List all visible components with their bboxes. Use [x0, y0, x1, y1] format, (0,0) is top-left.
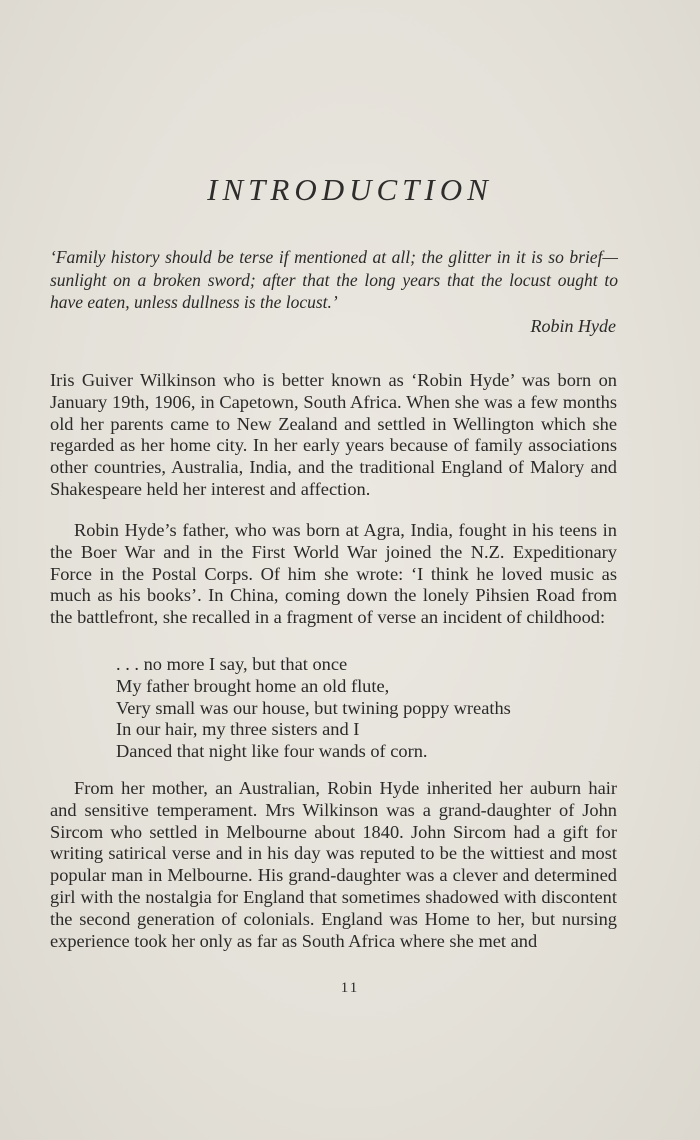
body-paragraph-3: From her mother, an Australian, Robin Hyde inherited her auburn hair and sensitive temperament. Mrs Wilkinson was a grand-daughter of John Sircom who settled in Melbourne about 1840. John Sircom had a gift for writing satirical verse and in his day was reputed to be the wittiest and most popular man in Melbourne. His grand-daughter was a clever and determined girl with the nostalgia for England that sometimes shadowed with discontent the second generation of colonials. England was Home to her, but nursing experience took her only as far as South Africa where she met and	[50, 778, 617, 951]
verse-line: In our hair, my three sisters and I	[116, 719, 360, 740]
verse-line: My father brought home an old flute,	[116, 675, 390, 696]
chapter-title: INTRODUCTION	[207, 172, 493, 207]
page-number: 11	[340, 980, 360, 996]
verse-line: Very small was our house, but twining poppy wreaths	[116, 697, 511, 718]
body-paragraph-1: Iris Guiver Wilkinson who is better known as ‘Robin Hyde’ was born on January 19th, 1906, in Capetown, South Africa. When she was a few months old her parents came to New Zealand and settled in Wellington which she regarded as her home city. In her early years because of family associations other countries, Australia, India, and the traditional England of Malory and Shakespeare held her interest and affection.	[50, 370, 617, 499]
verse-line: . . . no more I say, but that once	[116, 654, 348, 674]
epigraph-quote: ‘Family history should be terse if mentioned at all; the glitter in it is so brief—sunlight on a broken sword; after that the long years that the locust ought to have eaten, unless dullness is the locust.’	[50, 247, 618, 312]
verse-line: Danced that night like four wands of corn.	[116, 741, 428, 762]
body-paragraph-2: Robin Hyde’s father, who was born at Agra, India, fought in his teens in the Boer War and in the First World War joined the N.Z. Expeditionary Force in the Postal Corps. Of him she wrote: ‘I think he loved music as much as his books’. In China, coming down the lonely Pihsien Road from the battlefront, she recalled in a fragment of verse an incident of childhood:	[50, 520, 617, 628]
epigraph-author: Robin Hyde	[530, 316, 616, 336]
verse-quotation	[116, 654, 511, 763]
